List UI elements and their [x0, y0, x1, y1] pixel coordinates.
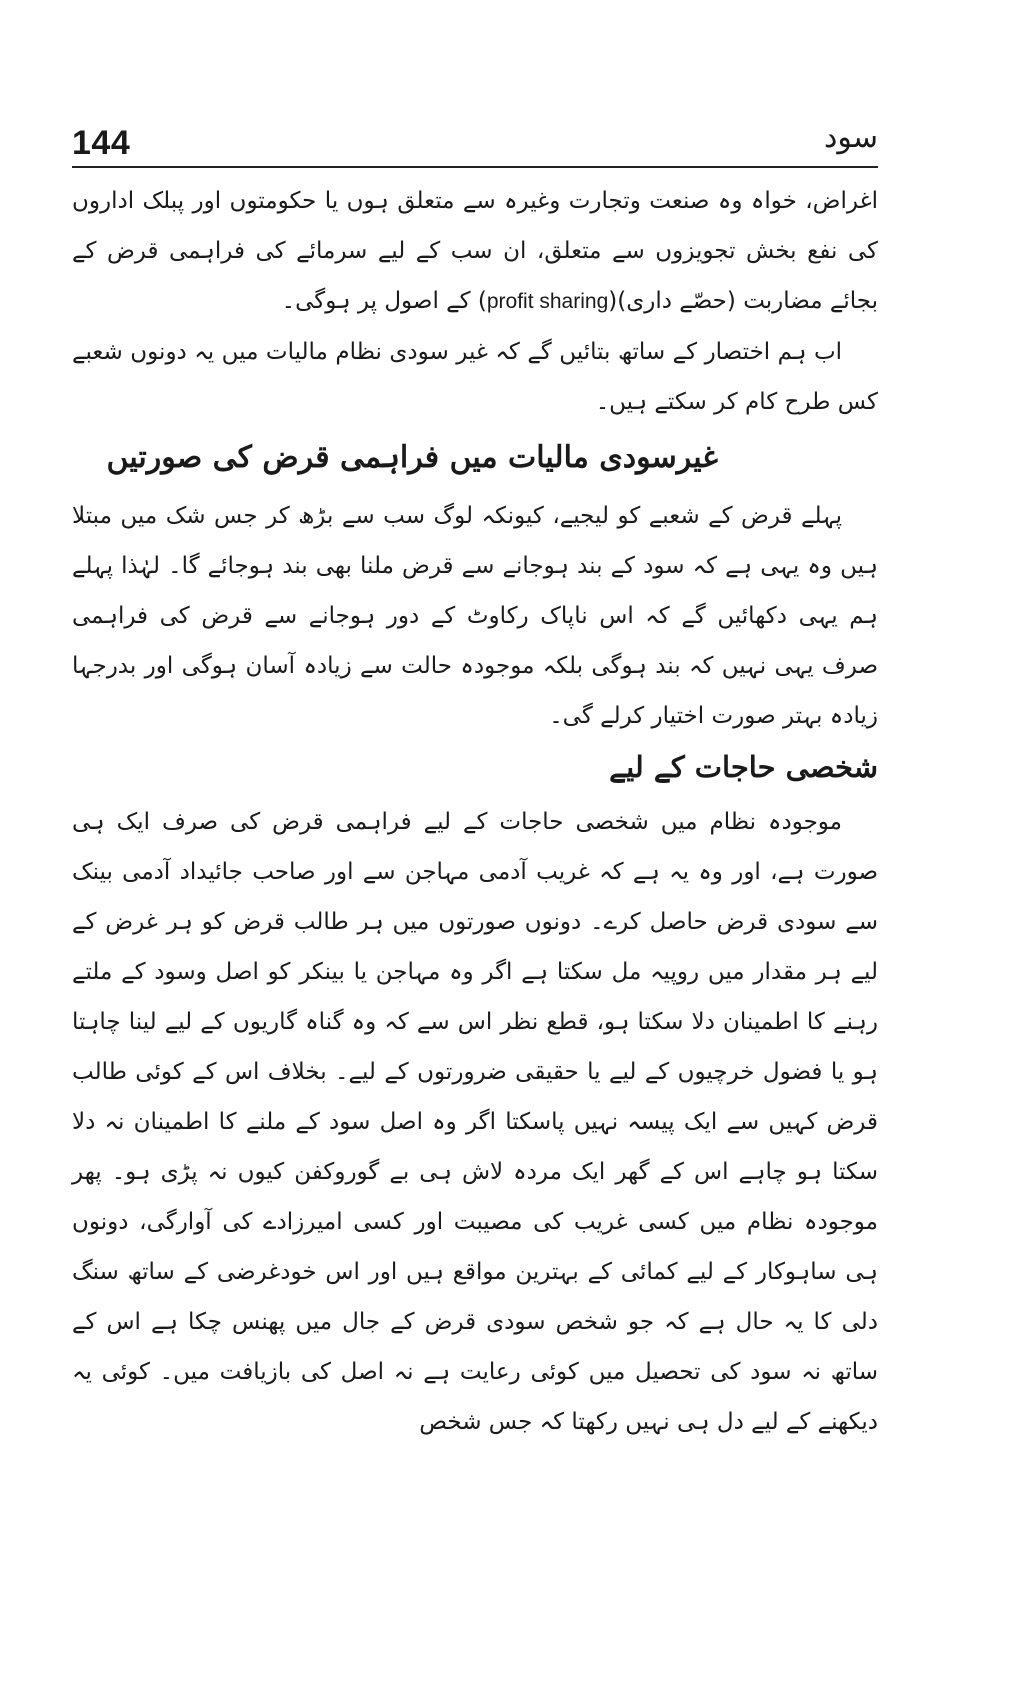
paragraph-1-text-before: اغراض، خواہ وہ صنعت وتجارت وغیرہ سے متعلق ہوں یا حکومتوں اور پبلک اداروں کی نفع بخش تجویزوں سے متعلق، ان سب کے لیے سرمائے کی فراہمی قرض کے بجائے مضاربت (حصّے داری)( [72, 188, 878, 314]
paragraph-1-text-after: ) کے اصول پر ہوگی۔ [281, 288, 487, 314]
header-rule [72, 166, 878, 168]
page-number: 144 [72, 124, 131, 162]
profit-sharing-term: profit sharing [486, 290, 609, 313]
paragraph-4: موجودہ نظام میں شخصی حاجات کے لیے فراہمی قرض کی صرف ایک ہی صورت ہے، اور وہ یہ ہے کہ غریب آدمی مہاجن سے اور صاحب جائیداد آدمی بینک سے سودی قرض حاصل کرے۔ دونوں صورتوں میں ہر طالب قرض کو ہر غرض کے لیے ہر مقدار میں روپیہ مل سکتا ہے اگر وہ مہاجن یا بینکر کو اصل وسود کے ملتے رہنے کا اطمینان دلا سکتا ہو، قطع نظر اس سے کہ وہ گناہ گاریوں کے لیے لینا چاہتا ہو یا فضول خرچیوں کے لیے یا حقیقی ضرورتوں کے لیے۔ بخلاف اس کے کوئی طالب قرض کہیں سے ایک پیسہ نہیں پاسکتا اگر وہ اصل سود کے ملنے کا اطمینان نہ دلا سکتا ہو چاہے اس کے گھر ایک مردہ لاش ہی بے گوروکفن کیوں نہ پڑی ہو۔ پھر موجودہ نظام میں کسی غریب کی مصیبت اور کسی امیرزادے کی آوارگی، دونوں ہی ساہوکار کے لیے کمائی کے بہترین مواقع ہیں اور اس خودغرضی کے ساتھ سنگ دلی کا یہ حال ہے کہ جو شخص سودی قرض کے جال میں پھنس چکا ہے اس کے ساتھ نہ سود کی تحصیل میں کوئی رعایت ہے نہ اصل کی بازیافت میں۔ کوئی یہ دیکھنے کے لیے دل ہی نہیں رکھتا کہ جس شخص [72, 809, 878, 1435]
paragraph-3: پہلے قرض کے شعبے کو لیجیے، کیونکہ لوگ سب سے بڑھ کر جس شک میں مبتلا ہیں وہ یہی ہے کہ سود کے بند ہوجانے سے قرض ملنا بھی بند ہوجائے گا۔ لہٰذا پہلے ہم یہی دکھائیں گے کہ اس ناپاک رکاوٹ کے دور ہوجانے سے قرض کی فراہمی صرف یہی نہیں کہ بند ہوگی بلکہ موجودہ حالت سے زیادہ آسان ہوگی اور بدرجہا زیادہ بہتر صورت اختیار کرلے گی۔ [72, 503, 878, 729]
paragraph-2: اب ہم اختصار کے ساتھ بتائیں گے کہ غیر سودی نظام مالیات میں یہ دونوں شعبے کس طرح کام کر سکتے ہیں۔ [72, 339, 878, 415]
running-title: سود [824, 120, 878, 155]
section-heading-interest-free-credit: غیرسودی مالیات میں فراہمی قرض کی صورتیں [106, 440, 718, 475]
paragraph-1 [72, 176, 878, 327]
subsection-heading-personal-needs: شخصی حاجات کے لیے [609, 750, 878, 784]
page-header [72, 118, 878, 172]
page-body [72, 176, 878, 1447]
